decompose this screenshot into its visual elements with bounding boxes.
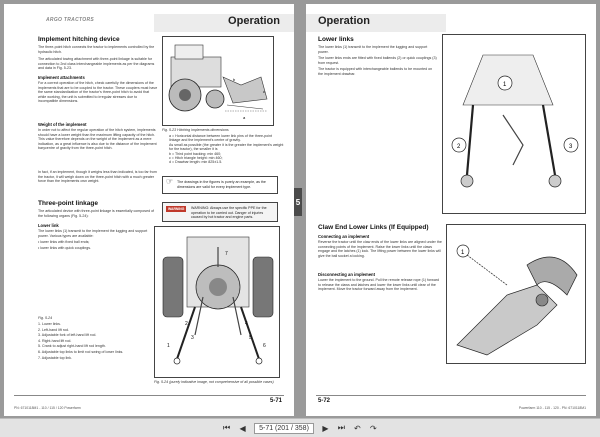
legend-item: 6. Adjustable top links to limit rod swing of lower links. — [38, 349, 124, 354]
svg-text:a: a — [243, 115, 246, 120]
warning-box — [162, 202, 278, 222]
svg-text:2: 2 — [185, 321, 188, 327]
viewer-toolbar — [0, 418, 600, 437]
note-box — [162, 176, 278, 194]
figure-23-caption: Fig. 5-23 Hitching implements dimensions — [162, 128, 229, 132]
last-page-icon[interactable]: ⏭ — [337, 423, 345, 432]
paragraph-disconnecting: Lower the implement to the ground. Pull the remote release rope (1) forward to release the claws and latches and lower the lower links until clear of the implement. Move the tractor forward away from the implement. — [318, 278, 440, 292]
warning-label: WARNING — [168, 207, 185, 211]
brand-logo — [46, 17, 94, 23]
paragraph-connecting: Reverse the tractor until the claw ends of the lower links are aligned under the connecting points of the implement. Raise the lower links until the claws engage and the latches (1) lock. The lifting power between the lower links will give the ball socket a locking. — [318, 240, 442, 258]
note-text: The drawings in the figures is purely an example, as the dimensions are valid for every implement type. — [177, 180, 266, 189]
figure-lower-links — [442, 34, 586, 214]
page-title: Operation — [228, 15, 280, 27]
paragraph-lower-links-3: The tractor is equipped with interchangeable ballends to be mounted on the implement drawbar. — [318, 67, 433, 76]
paragraph-weight-2: In fact, if an implement, though it weighs less than indicated, is too far from the tractor, it will weigh down on the three-point hitch with a much greater force than the implements own weight. — [38, 170, 157, 184]
svg-text:1: 1 — [503, 82, 507, 88]
paragraph-lower-link: The lower links (1) transmit to the implement the lugging and support power. Various types are available: — [38, 229, 148, 238]
first-page-icon[interactable]: ⏮ — [222, 423, 231, 432]
warning-text: WARNING: Always use the specific PPE for the operation to be carried out. Danger of injuries caused by hot tractor and engine parts. — [191, 206, 267, 219]
tractor-hitch-diagram — [163, 37, 275, 127]
legend-item: 5. Crank to adjust right-hand lift rod length. — [38, 344, 106, 349]
legend-item: d = Drawbar length: min 825±1.5. — [169, 160, 223, 165]
lower-links-diagram — [443, 35, 587, 215]
svg-text:7: 7 — [225, 251, 228, 257]
legend-item: 1. Lower links. — [38, 322, 61, 326]
figure-hitching-dimensions — [162, 36, 274, 126]
left-page — [4, 4, 294, 416]
page-number-field[interactable]: 5-71 (201 / 358) — [254, 423, 314, 434]
paragraph-three-point: The articulated device with three-point linkage is essentially composed of the following organs (Fig. 5-24): — [38, 209, 155, 218]
section-heading-lower-links: Lower links — [318, 36, 354, 43]
svg-text:1: 1 — [167, 343, 170, 349]
subheading-attachments: Implement attachments — [38, 75, 85, 80]
page-number: 5-71 — [269, 398, 282, 404]
figure-24-label: Fig. 5-24 — [38, 316, 53, 320]
legend-item: 2. Left-hand lift rod. — [38, 327, 69, 332]
figure-24-legend — [38, 322, 123, 361]
claw-end-diagram — [447, 225, 587, 365]
logo-main: ARGO — [46, 17, 63, 23]
section-heading-claw-end: Claw End Lower Links (If Equipped) — [318, 224, 429, 231]
footer-rule — [14, 395, 284, 396]
subheading-connecting: Connecting an implement — [318, 234, 370, 239]
paragraph-lower-links-2: The lower links ends are fitted with fixed ballends (2) or quick couplings (3) from request. — [318, 56, 437, 65]
section-heading-hitching: Implement hitching device — [38, 36, 120, 43]
page-title: Operation — [318, 15, 370, 27]
three-point-linkage-diagram — [155, 227, 281, 379]
svg-text:4: 4 — [245, 321, 248, 327]
svg-text:5: 5 — [249, 335, 252, 341]
paragraph-attachments: For a correct operation of the hitch, check carefully the dimensions of the implements that are to be coupled to the tractor. These couplers must have the same standardization of the tractor's three-point hitch to avoid that while working, the unit is submitted to irregular stresses due to incompatible dimensions. — [38, 81, 158, 104]
svg-text:1: 1 — [461, 250, 465, 256]
list-item: • lower links with quick couplings. — [38, 245, 91, 250]
figure-claw-end — [446, 224, 586, 364]
section-heading-three-point: Three-point linkage — [38, 200, 98, 207]
page-number: 5-72 — [318, 398, 331, 404]
figure-three-point-linkage — [154, 226, 280, 378]
previous-page-icon[interactable]: ◀ — [239, 423, 246, 433]
chapter-tab: 5 — [294, 188, 302, 216]
next-page-icon[interactable]: ▶ — [322, 423, 329, 433]
go-forward-icon[interactable]: ↷ — [370, 423, 377, 433]
legend-item: 4. Right-hand lift rod. — [38, 338, 72, 343]
paragraph-hitching-1: The three-point hitch connects the tractor to implements controlled by the hydraulic hitch. — [38, 45, 155, 54]
svg-text:3: 3 — [569, 144, 573, 150]
logo-sub: TRACTORS — [63, 17, 94, 23]
subheading-weight: Weight of the implement — [38, 122, 87, 127]
svg-text:c: c — [263, 89, 265, 94]
footer-rule — [316, 395, 586, 396]
legend-item: a = Horizontal distance between lower link pins of the three-point linkage and the implement's centre of gravity. — [169, 134, 272, 143]
paragraph-hitching-2: The articulated towing attachment with three-point linkage is suitable for connection to 2nd class interchangeable implements as per the diagrams and data in Fig. 5-23. — [38, 57, 155, 71]
figure-23-legend — [169, 134, 284, 165]
svg-text:b: b — [233, 77, 236, 82]
hand-pointer-icon: ☞ — [166, 177, 174, 186]
legend-item: As small as possible (the greater it is the greater the implement's weight for the tractor), the smaller it is — [169, 142, 284, 152]
subheading-disconnecting: Disconnecting an implement — [318, 272, 376, 277]
subheading-lower-link: Lower link — [38, 223, 59, 228]
footer-text: Powerfarm 110 - 115 - 120 - PN: 6710118M1 — [518, 406, 586, 410]
list-item: • lower links with fixed ball ends; — [38, 240, 90, 244]
svg-text:6: 6 — [263, 343, 266, 349]
paragraph-lower-links-1: The lower links (1) transmit to the implement the lugging and support power. — [318, 45, 428, 54]
right-page — [306, 4, 596, 416]
legend-item: c = Hitch triangle height: min 460; — [169, 156, 223, 161]
paragraph-weight-1: In order not to affect the regular operation of the hitch system, implements should have a lower weight than the maximum lifting capacity of the hitch. This value therefore depends on the weight of the implement as a mere indication, as a great influence is also due to the distance of the implement barycentre of gravity from the three-point hitch. — [38, 128, 157, 151]
svg-text:2: 2 — [457, 144, 461, 150]
legend-item: 7. Adjustable top link. — [38, 355, 72, 360]
svg-text:3: 3 — [191, 335, 194, 341]
figure-24-caption: Fig. 5-24 (purely indicative image, not comprehensive of all possible cases) — [154, 380, 274, 384]
go-back-icon[interactable]: ↶ — [354, 423, 361, 433]
legend-item: 3. Adjustable fork of left-hand lift rod. — [38, 333, 97, 338]
legend-item: b = Third point backing: min 460; — [169, 151, 222, 156]
footer-text: PN: 6710118M1 - 110 / 115 / 120 Powerfarm — [14, 406, 81, 410]
lower-link-types-list — [38, 240, 91, 251]
